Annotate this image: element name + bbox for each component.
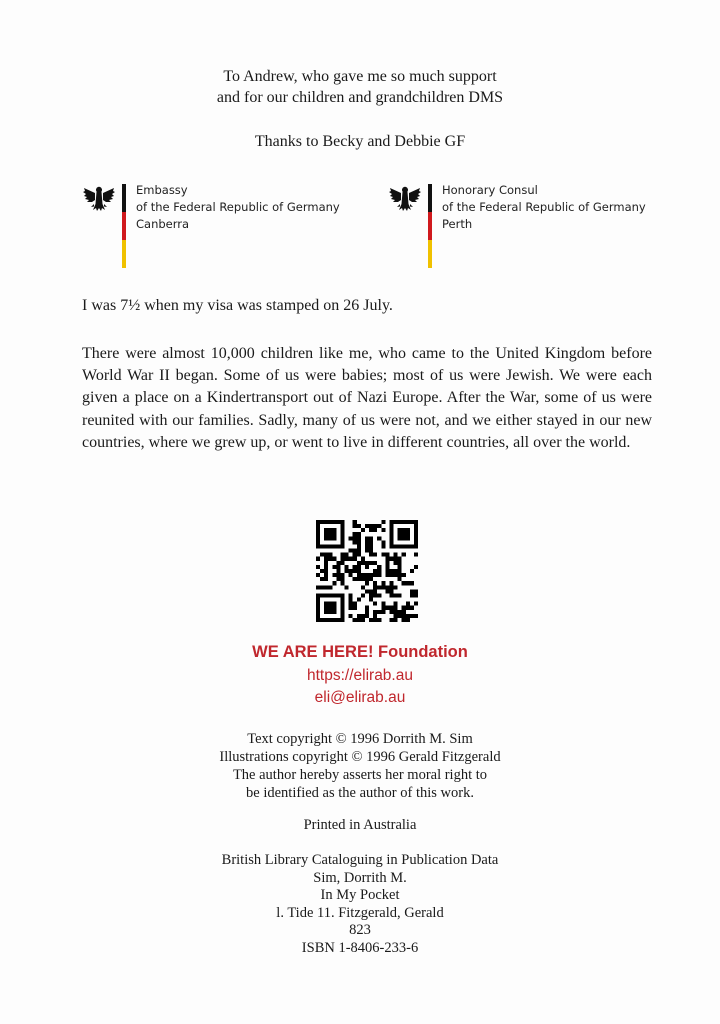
visa-line: I was 7½ when my visa was stamped on 26 July.	[82, 297, 393, 314]
printed-in: Printed in Australia	[303, 817, 417, 833]
embassy-line-1: Embassy	[136, 183, 188, 197]
copyright-line-1: Text copyright © 1996 Dorrith M. Sim	[247, 731, 473, 747]
copyright-line-4: be identified as the author of this work.	[246, 785, 474, 801]
embassy-logo-text	[136, 182, 340, 233]
consul-line-1: Honorary Consul	[442, 183, 538, 197]
federal-eagle-icon	[82, 182, 116, 216]
cataloguing-line-1: British Library Cataloguing in Publication Data	[221, 852, 499, 868]
embassy-line-3: Canberra	[136, 217, 190, 231]
copyright-line-3: The author hereby asserts her moral right to	[232, 767, 488, 783]
consul-line-3: Perth	[442, 217, 473, 231]
foundation-email-link[interactable]: eli@elirab.au	[314, 689, 406, 706]
story-paragraph: There were almost 10,000 children like me, who came to the United Kingdom before World War II began. Some of us were babies; most of us were Jewish. We were each given a place on a Kindertransport out of Nazi Europe. After the War, some of us were reunited with our families. Sadly, many of us were not, and we either stayed in our new countries, where we grew up, or went to live in different countries, all over the world.	[82, 345, 652, 451]
cataloguing-line-5: 823	[349, 922, 371, 938]
dedication	[0, 66, 720, 108]
consul-line-2: of the Federal Republic of Germany	[442, 200, 646, 214]
cataloguing-line-2: Sim, Dorrith M.	[313, 869, 407, 886]
qr-code-icon[interactable]	[316, 520, 418, 622]
foundation-url-link[interactable]: https://elirab.au	[307, 667, 413, 684]
cataloguing-data	[0, 852, 720, 957]
cataloguing-line-3: In My Pocket	[320, 887, 400, 903]
german-flag-bar	[428, 184, 432, 268]
thanks-line: Thanks to Becky and Debbie GF	[254, 133, 466, 150]
cataloguing-line-4: l. Tide 11. Fitzgerald, Gerald	[276, 904, 444, 921]
consul-logo-text	[442, 182, 646, 233]
foundation-name: WE ARE HERE! Foundation	[252, 643, 468, 661]
copyright-line-2: Illustrations copyright © 1996 Gerald Fitzgerald	[219, 749, 501, 765]
dedication-line-1: To Andrew, who gave me so much support	[223, 68, 497, 85]
embassy-line-2: of the Federal Republic of Germany	[136, 200, 340, 214]
isbn: ISBN 1-8406-233-6	[301, 939, 419, 956]
german-flag-bar	[122, 184, 126, 268]
federal-eagle-icon	[388, 182, 422, 216]
dedication-line-2: and for our children and grandchildren DMS	[216, 89, 504, 106]
copyright-notice	[0, 730, 720, 802]
